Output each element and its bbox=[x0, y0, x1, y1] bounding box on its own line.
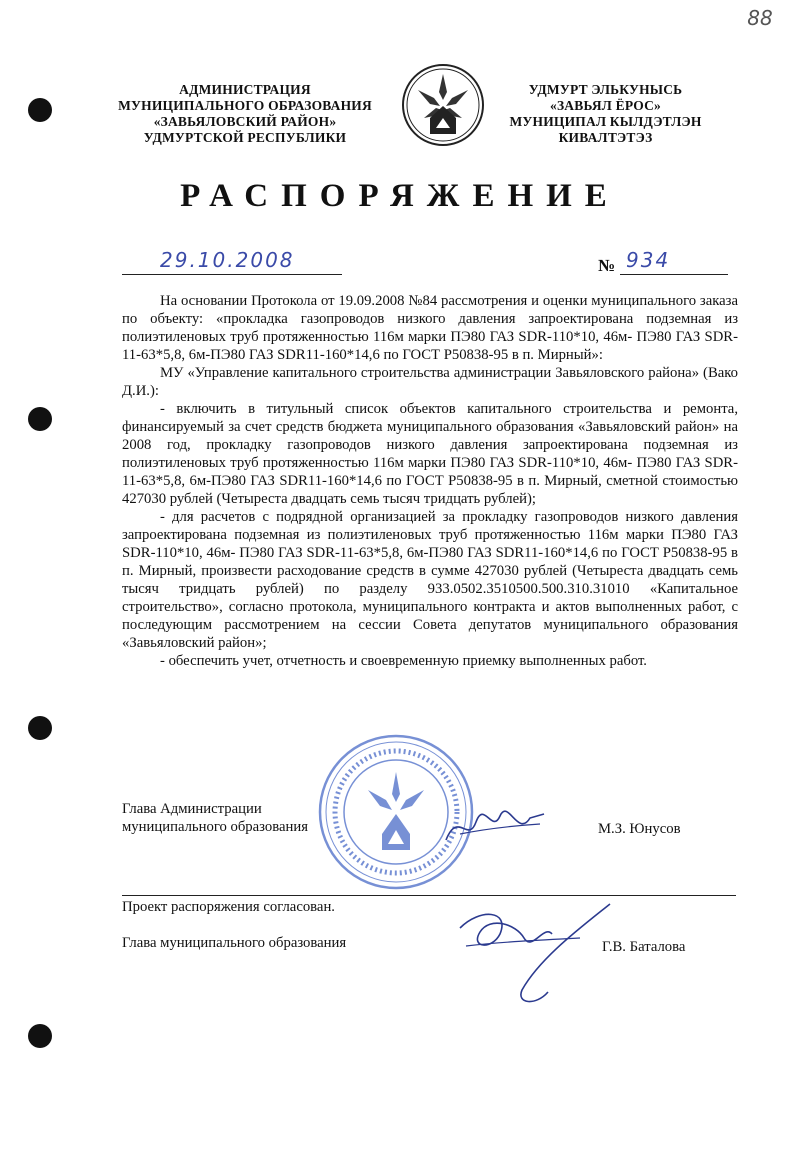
document-date: 29.10.2008 bbox=[160, 248, 295, 272]
date-underline bbox=[122, 274, 342, 275]
punch-hole-icon bbox=[28, 716, 52, 740]
signatory-position-line1: Глава Администрации bbox=[122, 801, 262, 817]
separator-line bbox=[122, 895, 736, 896]
signature-icon bbox=[440, 800, 550, 850]
signature-icon bbox=[440, 898, 620, 1018]
header-right-line: «ЗАВЬЯЛ ЁРОС» bbox=[550, 98, 661, 113]
header-left-line: АДМИНИСТРАЦИЯ bbox=[179, 82, 311, 97]
header-right-line: КИВАЛТЭТЭЗ bbox=[558, 130, 653, 145]
punch-hole-icon bbox=[28, 407, 52, 431]
signatory-name: М.З. Юнусов bbox=[598, 821, 681, 837]
punch-hole-icon bbox=[28, 98, 52, 122]
approver-name: Г.В. Баталова bbox=[602, 939, 686, 955]
header-left-line: МУНИЦИПАЛЬНОГО ОБРАЗОВАНИЯ bbox=[118, 98, 372, 113]
header-right-line: МУНИЦИПАЛ КЫЛДЭТЛЭН bbox=[509, 114, 702, 129]
header-left-line: «ЗАВЬЯЛОВСКИЙ РАЙОН» bbox=[153, 114, 337, 129]
paragraph: - обеспечить учет, отчетность и своевременную приемку выполненных работ. bbox=[160, 653, 647, 669]
paragraph: - для расчетов с подрядной организацией за прокладку газопроводов низкого давления запроектирована подземная из полиэтиленовых труб протяженностью 116м марки ПЭ80 ГАЗ SDR-110*10, 46м- ПЭ80 ГАЗ SDR-11-63*5,8, 6м-ПЭ80 ГАЗ SDR11-160*14,6 по ГОСТ Р50838-95 в п. Мирный, произвести расходование средств в сумме 427030 рублей (Четыреста двадцать семь тысяч тридцать рублей) по разделу 933.0502.3510500.500.310.31010 «Капитальное строительство», согласно протокола, муниципального контракта и актов выполненных работ, с последующим рассмотрением на сессии Совета депутатов муниципального образования «Завьяловский район»; bbox=[122, 509, 738, 651]
header-right bbox=[498, 82, 713, 146]
page-number: 88 bbox=[747, 6, 773, 30]
number-label: № bbox=[598, 256, 616, 275]
document-body bbox=[122, 292, 738, 670]
emblem-icon bbox=[400, 62, 486, 148]
document-number: 934 bbox=[626, 248, 671, 272]
header-left bbox=[110, 82, 380, 146]
header-left-line: УДМУРТСКОЙ РЕСПУБЛИКИ bbox=[143, 130, 347, 145]
approval-note: Проект распоряжения согласован. bbox=[122, 899, 335, 915]
punch-hole-icon bbox=[28, 1024, 52, 1048]
approver-position: Глава муниципального образования bbox=[122, 935, 347, 951]
paragraph: - включить в титульный список объектов капитального строительства и ремонта, финансируемый за счет средств бюджета муниципального образования «Завьяловский район» на 2008 год, прокладку газопроводов низкого давления запроектирована подземная из полиэтиленовых труб протяженностью 116м марки ПЭ80 ГАЗ SDR-110*10, 46м- ПЭ80 ГАЗ SDR-11-63*5,8, 6м-ПЭ80 ГАЗ SDR11-160*14,6 по ГОСТ Р50838-95 в п. Мирный, сметной стоимостью 427030 рублей (Четыреста двадцать семь тысяч тридцать рублей); bbox=[122, 401, 738, 507]
header-right-line: УДМУРТ ЭЛЬКУНЫСЬ bbox=[528, 82, 683, 97]
document-title: РАСПОРЯЖЕНИЕ bbox=[180, 178, 620, 214]
paragraph: На основании Протокола от 19.09.2008 №84 рассмотрения и оценки муниципального заказа по объекту: «прокладка газопроводов низкого давления запроектирована подземная из полиэтиленовых труб протяженностью 116м марки ПЭ80 ГАЗ SDR-110*10, 46м- ПЭ80 ГАЗ SDR-11-63*5,8, 6м-ПЭ80 ГАЗ SDR11-160*14,6 по ГОСТ Р50838-95 в п. Мирный»: bbox=[122, 293, 738, 363]
paragraph: МУ «Управление капитального строительства администрации Завьяловского района» (Вако Д.И.): bbox=[122, 365, 738, 399]
number-underline bbox=[620, 274, 728, 275]
signatory-position-line2: муниципального образования bbox=[122, 819, 308, 835]
